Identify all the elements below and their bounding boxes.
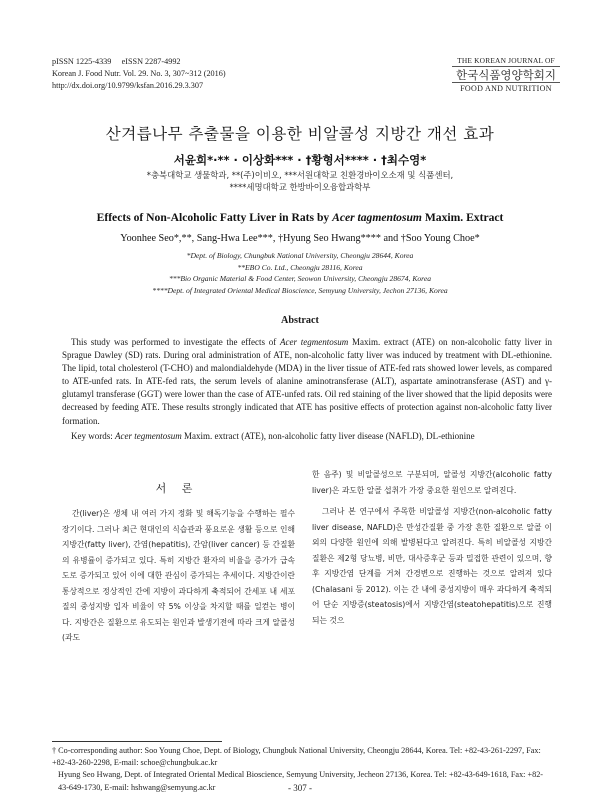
- body-paragraph: 한 음주) 및 비알콜성으로 구분되며, 알콜성 지방간(alcoholic fatty liver)은 과도한 알콜 섭취가 가장 중요한 원인으로 알려진다.: [312, 470, 552, 495]
- keywords: [62, 430, 552, 443]
- abstract-heading: Abstract: [281, 315, 319, 326]
- english-affiliation-line: ****Dept. of Integrated Oriental Medical Bioscience, Semyung University, Jechon 27136, Korea: [152, 285, 448, 295]
- page-number: - 307 -: [288, 783, 312, 793]
- body-column-left: [62, 506, 295, 646]
- korean-affiliation-line: *충북대학교 생물학과, **(주)이비오, ***서원대학교 친환경바이오소재 및 식품센터,: [146, 170, 454, 180]
- journal-name-korean: 한국식품영양학회지: [456, 68, 556, 82]
- english-title-text: Effects of Non-Alcoholic Fatty Liver in Rats by: [96, 211, 333, 224]
- abstract-text: This study was performed to investigate the effects of: [71, 337, 281, 347]
- english-affiliation-line: *Dept. of Biology, Chungbuk National University, Cheongju 28644, Korea: [186, 251, 414, 260]
- doi-link[interactable]: http://dx.doi.org/10.9799/ksfan.2016.29.3.307: [52, 81, 204, 90]
- keywords-label: Key words:: [71, 431, 115, 441]
- english-title: [0, 211, 600, 224]
- journal-logo: [452, 56, 560, 93]
- abstract-text: Maxim. extract (ATE) on non-alcoholic fatty liver in Sprague Dawley (SD) rats. During oral administration of ATE, non-alcoholic fatty liver was induced by treatment with DL-ethionine. The lipid, total cholesterol (T-CHO) and malondialdehyde (MDA) in the liver tissue of ATE-fed rats showed lower levels, as compared to ATE-unfed rats. In ATE-fed rats, the serum levels of alanine aminotransferase (ALT), aspartate aminotransferase (AST) and γ-glutamyl transferase (GGT) were lower than the case of ATE-unfed rats. Oil red staining of the liver showed that the lipid deposits were decreased by feeding ATE. These results strongly indicated that ATE has positive effects of protection against non-alcoholic fatty liver formation.: [62, 337, 552, 426]
- english-title-species: Acer tagmentosum: [332, 211, 422, 224]
- korean-affiliation-line: ****세명대학교 한방바이오융합과학부: [229, 182, 371, 192]
- korean-affiliations: [0, 169, 600, 193]
- issn-line: pISSN 1225-4339 eISSN 2287-4992: [52, 57, 181, 66]
- english-affiliation-line: ***Bio Organic Material & Food Center, Seowon University, Cheongju 28674, Korea: [168, 274, 432, 283]
- abstract-body: [62, 336, 552, 428]
- article-metadata: [52, 56, 226, 92]
- footnote-divider: [52, 741, 222, 742]
- keywords-text: Maxim. extract (ATE), non-alcoholic fatty liver disease (NAFLD), DL-ethionine: [181, 431, 475, 441]
- section-heading-introduction: 서 론: [155, 482, 199, 495]
- journal-name-bottom: FOOD AND NUTRITION: [452, 82, 560, 93]
- citation-line: Korean J. Food Nutr. Vol. 29. No. 3, 307~312 (2016): [52, 69, 226, 78]
- korean-authors: 서윤희*·** · 이상화*** · †황형서**** · †최수영*: [173, 153, 427, 167]
- footnote-corresponding-1: † Co-corresponding author: Soo Young Choe, Dept. of Biology, Chungbuk National University, Cheongju 28644, Korea. Tel: +82-43-261-2297, Fax: +82-43-260-2298, E-mail: schoe@chungbuk.ac.kr: [52, 746, 541, 768]
- english-affiliations: [0, 250, 600, 296]
- keywords-species: Acer tegmentosum: [115, 431, 182, 441]
- korean-title: 산겨릅나무 추출물을 이용한 비알콜성 지방간 개선 효과: [105, 125, 495, 143]
- english-affiliation-line: **EBO Co. Ltd., Cheongju 28116, Korea: [237, 262, 363, 272]
- english-authors: Yoonhee Seo*,**, Sang-Hwa Lee***, †Hyung Seo Hwang**** and †Soo Young Choe*: [120, 233, 480, 244]
- english-title-text: Maxim. Extract: [421, 211, 504, 224]
- body-paragraph: 간(liver)은 생체 내 여러 가지 정화 및 해독기능을 수행하는 필수 장기이다. 그러나 최근 현대인의 식습관과 풍요로운 생활 등으로 인해 지방간(fatty liver), 간염(hepatitis), 간암(liver cancer) 등 간질환의 유병률이 증가되고 있다. 특히 지방간 환자의 비율을 증가가 급속도로 증가되고 있어 이에 대한 관심이 증가되는 추세이다. 지방간이란 통상적으로 정상적인 간에 지방이 과다하게 축적되어 간세포 내 세포질의 중성지방 입자 비율이 약 5% 이상을 차지할 때를 일컫는 병이다. 지방간은 질환으로 유도되는 원인과 발생기전에 따라 크게 알콜성(과도: [62, 509, 295, 642]
- footnote-corresponding-2: Hyung Seo Hwang, Dept. of Integrated Oriental Medical Bioscience, Semyung University, Jecheon 27136, Korea. Tel: +82-43-649-1618, Fax: +82-43-649-1730, E-mail: hshwang@semyung.ac.kr: [58, 770, 544, 792]
- abstract-species: Acer tegmentosum: [280, 337, 349, 347]
- journal-name-top: THE KOREAN JOURNAL OF: [452, 56, 560, 67]
- body-paragraph: 그러나 본 연구에서 주목한 비알콜성 지방간(non-alcoholic fatty liver disease, NAFLD)은 만성간질환 중 가장 흔한 질환으로 알콜 이외의 다양한 원인에 의해 발병된다고 알려진다. 특히 비알콜성 지방간 질환은 제2형 당뇨병, 비만, 대사증후군 등과 밀접한 관련이 있으며, 향후 지방간염 단계를 거쳐 간경변으로 진행하는 것으로 알려져 있다(Chalasani 등 2012). 이는 간 내에 중성지방이 매우 과다하게 축적되어 단순 지방증(steatosis)에서 지방간염(steatohepatitis)으로 진행되는 것으: [312, 507, 552, 625]
- body-column-right: [312, 467, 552, 628]
